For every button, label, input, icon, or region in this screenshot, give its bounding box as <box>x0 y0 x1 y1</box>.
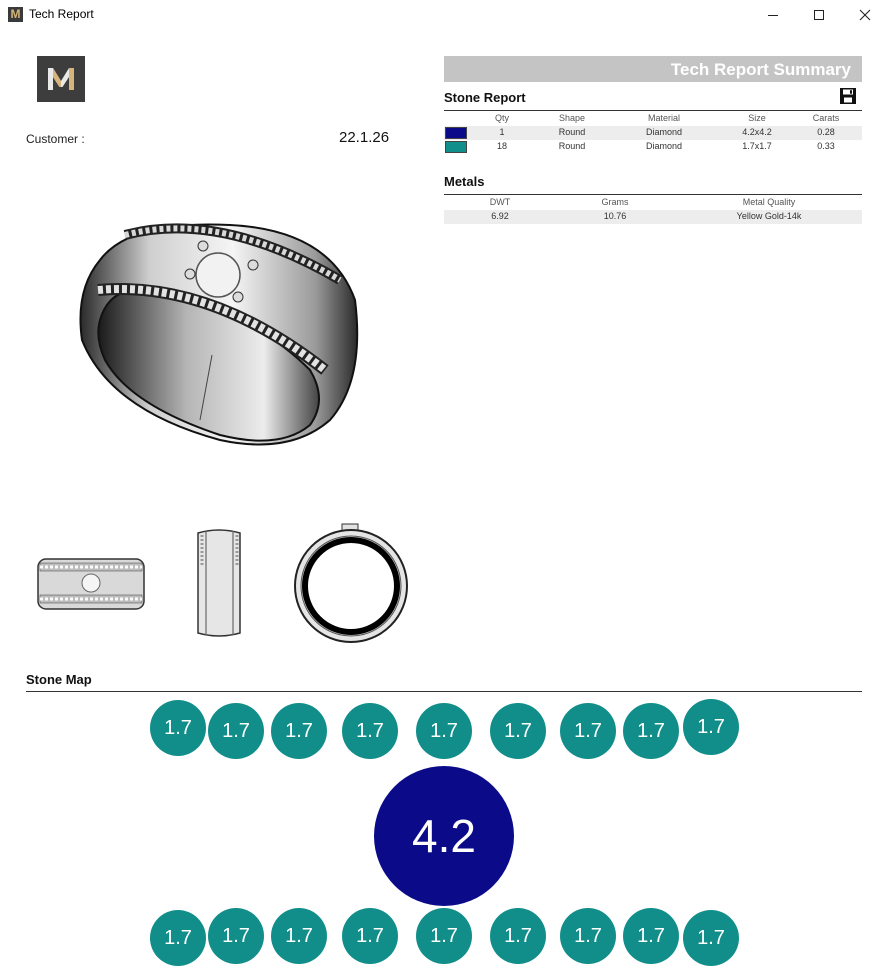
accent-stone: 1.7 <box>490 703 546 759</box>
metals-divider <box>444 194 862 195</box>
stone-material: Diamond <box>645 127 683 137</box>
ring-perspective-image <box>70 190 370 460</box>
stone-color-swatch <box>445 127 467 139</box>
metals-title: Metals <box>444 174 485 189</box>
column-header-carats: Carats <box>812 113 840 123</box>
stone-report-title: Stone Report <box>444 90 526 105</box>
accent-stone: 1.7 <box>208 703 264 759</box>
title-bar <box>0 0 888 30</box>
metal-dwt: 6.92 <box>491 211 509 221</box>
ring-top-view-image <box>292 523 410 645</box>
column-header-qty: Qty <box>494 113 509 123</box>
maximize-icon <box>813 9 825 21</box>
table-row <box>444 140 862 154</box>
stone-map-divider <box>26 691 862 692</box>
close-button[interactable] <box>842 0 888 30</box>
accent-stone: 1.7 <box>623 908 679 964</box>
accent-stone: 1.7 <box>150 910 206 966</box>
save-button[interactable] <box>839 87 857 105</box>
accent-stone: 1.7 <box>416 703 472 759</box>
stone-material: Diamond <box>645 141 683 151</box>
stone-carats: 0.28 <box>817 127 835 137</box>
minimize-icon <box>767 9 779 21</box>
column-header-dwt: DWT <box>489 197 511 207</box>
accent-stone: 1.7 <box>683 910 739 966</box>
accent-stone: 1.7 <box>560 703 616 759</box>
column-header-size: Size <box>748 113 766 123</box>
accent-stone: 1.7 <box>623 703 679 759</box>
metal-grams: 10.76 <box>603 211 627 221</box>
stone-map-title: Stone Map <box>26 672 92 687</box>
stone-shape: Round <box>558 141 586 151</box>
close-icon <box>859 9 871 21</box>
stone-shape: Round <box>558 127 586 137</box>
summary-header <box>444 56 862 82</box>
accent-stone: 1.7 <box>271 703 327 759</box>
table-header-row <box>444 112 862 126</box>
accent-stone: 1.7 <box>560 908 616 964</box>
table-row <box>444 210 862 224</box>
accent-stone: 1.7 <box>208 908 264 964</box>
stone-map-canvas <box>40 698 860 979</box>
stone-size: 4.2x4.2 <box>742 127 772 137</box>
stone-color-swatch <box>445 141 467 153</box>
table-row <box>444 126 862 140</box>
center-stone: 4.2 <box>374 766 514 906</box>
stone-report-divider <box>444 110 862 111</box>
accent-stone: 1.7 <box>342 908 398 964</box>
maximize-button[interactable] <box>796 0 842 30</box>
stone-size: 1.7x1.7 <box>742 141 772 151</box>
accent-stone: 1.7 <box>271 908 327 964</box>
table-header-row <box>444 196 862 210</box>
customer-label: Customer : <box>26 132 85 146</box>
save-icon <box>839 87 857 105</box>
column-header-metal-quality: Metal Quality <box>742 197 796 207</box>
logo-m-mark <box>37 56 85 102</box>
accent-stone: 1.7 <box>683 699 739 755</box>
stone-qty: 18 <box>496 141 507 151</box>
accent-stone: 1.7 <box>150 700 206 756</box>
accent-stone: 1.7 <box>490 908 546 964</box>
summary-title: Tech Report Summary <box>670 60 851 79</box>
app-icon: M <box>8 7 23 22</box>
accent-stone: 1.7 <box>342 703 398 759</box>
window-title: Tech Report <box>29 7 94 21</box>
minimize-button[interactable] <box>750 0 796 30</box>
stone-carats: 0.33 <box>817 141 835 151</box>
accent-stone: 1.7 <box>416 908 472 964</box>
column-header-grams: Grams <box>601 197 629 207</box>
ring-side-view-image <box>192 525 247 640</box>
column-header-shape: Shape <box>558 113 586 123</box>
metal-quality: Yellow Gold-14k <box>736 211 802 221</box>
report-date: 22.1.26 <box>339 129 390 146</box>
ring-front-view-image <box>36 555 146 613</box>
column-header-material: Material <box>647 113 680 123</box>
stone-qty: 1 <box>499 127 505 137</box>
company-logo <box>37 56 85 102</box>
